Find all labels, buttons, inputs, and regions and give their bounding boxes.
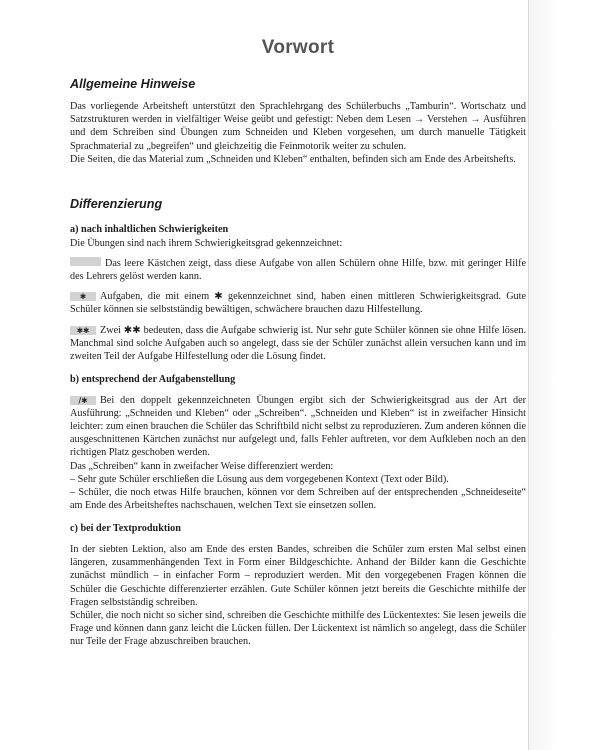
section-heading-differentiation: Differenzierung <box>70 197 163 212</box>
slash-star-marker: /✱ <box>70 396 96 405</box>
subsection-b-write-intro: Das „Schreiben“ kann in zweifacher Weise differenziert werden: <box>70 460 334 472</box>
difficulty-empty-item <box>70 257 526 283</box>
difficulty-one-text: Aufgaben, die mit einem ✱ gekennzeichnet sind, haben einen mittleren Schwierigkeitsgrad. Gute Schüler können sie selbstständig bewältigen, schwächere brauchen dazu Hilfestellung. <box>70 291 526 316</box>
subsection-b-body: Bei den doppelt gekennzeichneten Übungen ergibt sich der Schwierigkeitsgrad aus der Art der Ausführung: „Schneiden und Kleben“ oder „Schreiben“. „Schneiden und Kleben“ ist in zweifacher Hinsicht leichter: zum einen brauchen die Schüler das Schriftbild nicht selbst zu reproduzieren. Zum anderen können die ausgeschnittenen Kärtchen zunächst nur aufgelegt und, falls Fehler auftreten, vor dem Aufkleben noch an den richtigen Platz geschoben werden. <box>70 394 526 459</box>
difficulty-empty-text: Das leere Kästchen zeigt, dass diese Aufgabe von allen Schülern ohne Hilfe, bzw. mit geringer Hilfe des Lehrers gelöst werden kann. <box>70 257 526 282</box>
subsection-b-text <box>70 394 526 460</box>
star-marker: ✱ <box>70 292 96 301</box>
section-heading-general: Allgemeine Hinweise <box>70 77 196 91</box>
double-star-marker: ✱✱ <box>70 326 96 335</box>
general-paragraph-2: Die Seiten, die das Material zum „Schneiden und Kleben“ enthalten, befinden sich am Ende des Arbeitshefts. <box>70 153 516 165</box>
page-content <box>70 36 526 649</box>
section-general <box>70 76 526 166</box>
empty-box-marker <box>70 257 101 266</box>
subsection-a-intro: Die Übungen sind nach ihrem Schwierigkeitsgrad gekennzeichnet: <box>70 237 343 249</box>
list-item: – Sehr gute Schüler erschließen die Lösung aus dem vorgegebenen Kontext (Text oder Bild). <box>70 473 449 485</box>
page-margin-shade <box>529 0 600 750</box>
subsection-a-title: a) nach inhaltlichen Schwierigkeiten <box>70 224 229 236</box>
subsection-b-title: b) entsprechend der Aufgabenstellung <box>70 374 236 386</box>
subsection-c-title: c) bei der Textproduktion <box>70 523 181 535</box>
difficulty-two-text: Zwei ✱✱ bedeuten, dass die Aufgabe schwierig ist. Nur sehr gute Schüler können sie ohne Hilfe lösen. Manchmal sind solche Aufgaben auch so angelegt, dass sie der Schüler zunächst allein versuchen kann und im zweiten Teil der Aufgabe Hilfestellung oder die Lösung findet. <box>70 324 526 362</box>
list-item: – Schüler, die noch etwas Hilfe brauchen, können vor dem Schreiben auf der entsprechenden „Schneideseite“ am Ende des Arbeitsheftes nachschauen, welchen Text sie einsetzen sollen. <box>70 487 526 512</box>
difficulty-one-item <box>70 290 526 316</box>
general-paragraph-1: Das vorliegende Arbeitsheft unterstützt den Sprachlehrgang des Schülerbuchs „Tamburin“. Wortschatz und Satzstrukturen werden in vielfältiger Weise geübt und gefestigt: Neben dem Lesen → Verstehen → Ausführen und dem Schreiben sind Übungen zum Schneiden und Kleben vorgesehen, um durch manuelle Tätigkeit Sprachmaterial zu „begreifen“ und gleichzeitig die Feinmotorik weiter zu schulen. <box>70 101 526 152</box>
subsection-c-paragraph-2: Schüler, die noch nicht so sicher sind, schreiben die Geschichte mithilfe des Lückentextes: Sie lesen jeweils die Frage und können dann ganz leicht die Lücken füllen. Der Lückentext ist nämlich so angelegt, dass die Schüler nur Teile der Frage abzuschreiben brauchen. <box>70 609 526 648</box>
difficulty-two-item <box>70 324 526 364</box>
section-differentiation <box>70 196 526 649</box>
page-title: Vorwort <box>261 37 335 58</box>
subsection-c-paragraph-1: In der siebten Lektion, also am Ende des ersten Bandes, schreiben die Schüler zum ersten Mal selbst einen längeren, zusammenhängenden Text in Form einer Bildgeschichte. Anhand der Bilder kann die Geschichte zunächst mündlich – in einfacher Form – reproduziert werden. Mit den vorgegebenen Fragen können die Schüler die Geschichte differenzierter erzählen. Gute Schüler können jetzt bereits die Geschichte mithilfe der Fragen selbstständig schreiben. <box>70 543 526 608</box>
